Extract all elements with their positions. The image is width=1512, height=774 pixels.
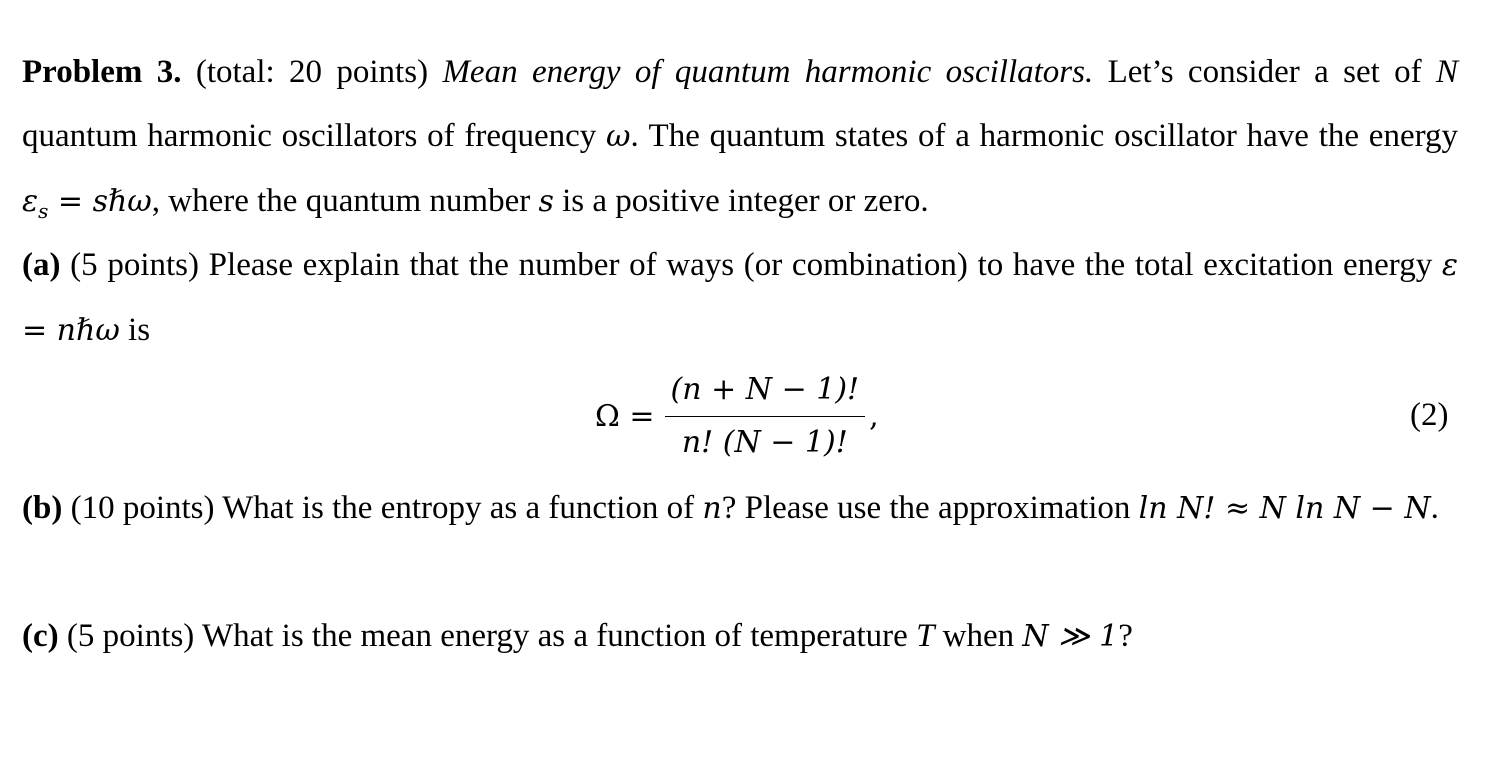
part-b-text-2: ? Please use the approximation bbox=[721, 490, 1139, 526]
part-a bbox=[22, 233, 1458, 363]
intro-text-5: is a positive integer or zero. bbox=[553, 183, 929, 219]
energy-subscript: s bbox=[38, 199, 49, 223]
part-c-text-3: ? bbox=[1118, 618, 1133, 654]
part-b-text-3: . bbox=[1430, 490, 1439, 526]
part-a-text-2: is bbox=[119, 312, 151, 348]
part-b-label: (b) bbox=[22, 490, 63, 526]
stirling-approximation: ln N! ≈ N ln N − N bbox=[1138, 491, 1431, 526]
part-b bbox=[22, 476, 1458, 541]
equation-lhs: Ω = bbox=[595, 398, 655, 434]
problem-heading: Problem 3. bbox=[22, 54, 182, 90]
part-a-expression: ε = nℏω bbox=[22, 248, 1458, 348]
symbol-T: T bbox=[916, 618, 935, 654]
part-b-text-1: (10 points) What is the entropy as a function of bbox=[62, 490, 703, 526]
symbol-s: s bbox=[538, 184, 554, 219]
equation-comma: , bbox=[869, 398, 879, 434]
problem-topic: Mean energy of quantum harmonic oscillators. bbox=[442, 54, 1094, 90]
equation-2 bbox=[595, 366, 879, 466]
part-a-text-1: (5 points) Please explain that the number of ways (or combination) to have the total excitation energy bbox=[60, 247, 1442, 283]
equation-denominator: n! (N − 1)! bbox=[681, 424, 848, 460]
part-c bbox=[22, 604, 1458, 669]
symbol-N: N bbox=[1435, 54, 1458, 90]
problem-points: (total: 20 points) bbox=[181, 54, 443, 90]
part-a-label: (a) bbox=[22, 247, 61, 283]
part-c-label: (c) bbox=[22, 618, 59, 654]
intro-text-4: , where the quantum number bbox=[151, 183, 539, 219]
intro-text-1: Let’s consider a set of bbox=[1093, 54, 1436, 90]
intro-text-3: . The quantum states of a harmonic oscillator have the energy bbox=[630, 118, 1458, 154]
symbol-omega: ω bbox=[606, 119, 631, 154]
symbol-n: n bbox=[702, 491, 722, 526]
equation-numerator: (n + N − 1)! bbox=[665, 370, 866, 417]
condition-expression: N ≫ 1 bbox=[1022, 619, 1119, 654]
intro-text-2: quantum harmonic oscillators of frequency bbox=[22, 118, 607, 154]
problem-intro bbox=[22, 40, 1458, 243]
equation-number: (2) bbox=[1410, 397, 1449, 433]
energy-rhs: = sℏω bbox=[48, 184, 152, 219]
equation-fraction bbox=[665, 370, 866, 463]
energy-symbol: ε bbox=[22, 184, 39, 219]
part-c-text-1: (5 points) What is the mean energy as a function of temperature bbox=[58, 618, 917, 654]
part-c-text-2: when bbox=[934, 618, 1023, 654]
